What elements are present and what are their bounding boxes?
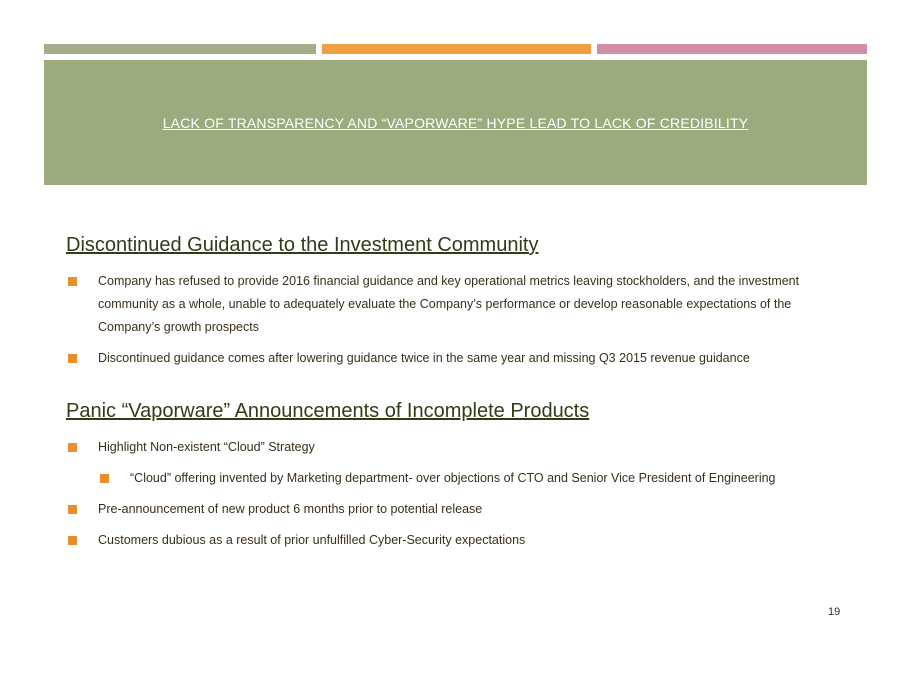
square-bullet-icon (68, 505, 77, 514)
accent-bar-pink (597, 44, 867, 54)
page-number: 19 (828, 606, 841, 618)
sub-bullet-item (66, 467, 856, 490)
square-bullet-icon (68, 536, 77, 545)
section-heading-guidance: Discontinued Guidance to the Investment Community (66, 234, 539, 256)
square-bullet-icon (100, 474, 109, 483)
square-bullet-icon (68, 354, 77, 363)
bullet-item (66, 529, 856, 552)
slide-content (66, 230, 856, 560)
square-bullet-icon (68, 277, 77, 286)
bullet-text: Highlight Non-existent “Cloud” Strategy (98, 440, 315, 454)
bullet-text: Pre-announcement of new product 6 months prior to potential release (98, 502, 483, 516)
bullet-item (66, 436, 856, 459)
bullet-text: “Cloud” offering invented by Marketing department- over objections of CTO and Senior Vice President of Engineering (130, 471, 776, 485)
bullet-text: Customers dubious as a result of prior unfulfilled Cyber-Security expectations (98, 533, 526, 547)
section-heading-vaporware: Panic “Vaporware” Announcements of Incomplete Products (66, 400, 590, 422)
bullet-item (66, 347, 856, 370)
bullet-item (66, 270, 856, 339)
square-bullet-icon (68, 443, 77, 452)
bullet-item (66, 498, 856, 521)
title-banner (44, 60, 867, 185)
accent-bar-green (44, 44, 316, 54)
accent-bar-orange (322, 44, 591, 54)
bullet-text: Discontinued guidance comes after lowering guidance twice in the same year and missing Q3 2015 revenue guidance (98, 351, 750, 365)
slide-title: LACK OF TRANSPARENCY AND “VAPORWARE” HYPE LEAD TO LACK OF CREDIBILITY (162, 114, 749, 131)
bullet-text: Company has refused to provide 2016 financial guidance and key operational metrics leaving stockholders, and the investment community as a whole, unable to adequately evaluate the Company’s performance or develop reasonable expectations of the Company’s growth prospects (98, 274, 800, 334)
